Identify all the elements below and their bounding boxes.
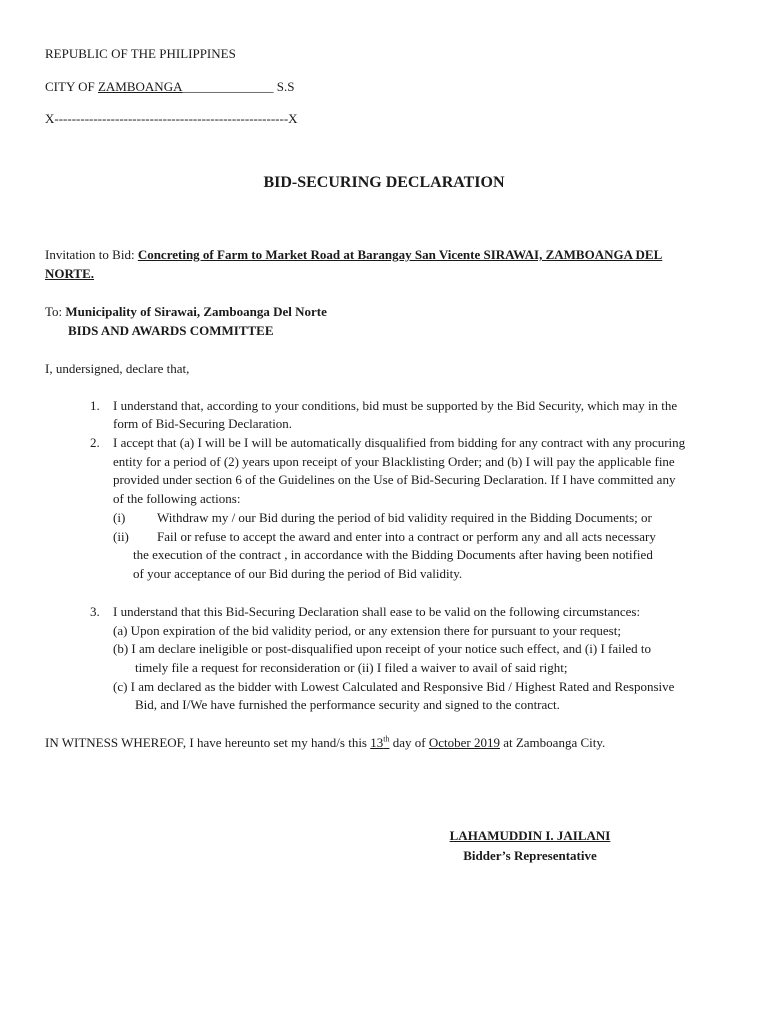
witness-day (370, 735, 389, 750)
witness-month-year: October 2019 (428, 735, 500, 750)
item-3-b-line1: (b) I am declare ineligible or post-disqualified upon receipt of your notice such effect, and (i) I failed to (113, 641, 651, 656)
sub-ii-line1: Fail or refuse to accept the award and enter into a contract or perform any and all acts necessary (157, 529, 656, 544)
item-1-line2: form of Bid-Securing Declaration. (113, 416, 293, 431)
item-1-number: 1. (90, 398, 100, 413)
item-1-line1: I understand that, according to your conditions, bid must be supported by the Bid Security, which may in the (113, 398, 678, 413)
to-label: To: (45, 304, 66, 319)
project-title-line2: NORTE. (45, 266, 95, 281)
addressee-line (45, 304, 327, 320)
city-name: ZAMBOANGA (97, 79, 183, 94)
witness-text3: at Zamboanga City. (499, 735, 606, 750)
item-3-b-line2: timely file a request for reconsideration or (ii) I filed a waiver to avail of said right; (135, 660, 568, 675)
sub-ii-line2: the execution of the contract , in accordance with the Bidding Documents after having been notified (133, 547, 653, 562)
witness-day-suffix: th (383, 734, 390, 744)
intro-text: I, undersigned, declare that, (45, 361, 190, 376)
committee-name: BIDS AND AWARDS COMMITTEE (68, 323, 274, 338)
city-label: CITY OF (45, 79, 98, 94)
item-2-number: 2. (90, 435, 100, 450)
separator-line: X------------------------------------------------------X (45, 111, 298, 126)
witness-text2: day of (389, 735, 429, 750)
document-title: BID-SECURING DECLARATION (263, 174, 505, 191)
addressee-name: Municipality of Sirawai, Zamboanga Del Norte (65, 304, 327, 319)
project-title-line1: Concreting of Farm to Market Road at Barangay San Vicente SIRAWAI, ZAMBOANGA DEL (137, 247, 663, 262)
witness-line (45, 735, 605, 751)
city-line (45, 79, 294, 95)
item-2-line4: of the following actions: (113, 491, 241, 506)
invitation-line (45, 247, 662, 263)
republic-heading: REPUBLIC OF THE PHILIPPINES (45, 46, 236, 61)
signatory-name: LAHAMUDDIN I. JAILANI (449, 828, 611, 843)
sub-ii-line3: of your acceptance of our Bid during the period of Bid validity. (133, 566, 463, 581)
item-3-line1: I understand that this Bid-Securing Declaration shall ease to be valid on the following circumstances: (113, 604, 641, 619)
item-3-a: (a) Upon expiration of the bid validity period, or any extension there for pursuant to your request; (113, 623, 621, 638)
witness-text1: IN WITNESS WHEREOF, I have hereunto set my hand/s this (45, 735, 371, 750)
sub-ii-number: (ii) (113, 529, 129, 544)
sub-i-text: Withdraw my / our Bid during the period of bid validity required in the Bidding Documents; or (157, 510, 652, 525)
item-3-c-line1: (c) I am declared as the bidder with Lowest Calculated and Responsive Bid / Highest Rated and Responsive (113, 679, 675, 694)
item-2-line1: I accept that (a) I will be I will be automatically disqualified from bidding for any contract with any procuring (113, 435, 686, 450)
item-2-line3: provided under section 6 of the Guidelines on the Use of Bid-Securing Declaration. If I have committed any (113, 472, 676, 487)
item-3-number: 3. (90, 604, 100, 619)
item-3-c-line2: Bid, and I/We have furnished the performance security and signed to the contract. (135, 697, 560, 712)
city-blank: ______________ (182, 79, 274, 94)
item-2-line2: entity for a period of (2) years upon receipt of your Blacklisting Order; and (b) I will pay the applicable fine (113, 454, 675, 469)
invitation-label: Invitation to Bid: (45, 247, 138, 262)
witness-day-number: 13 (370, 735, 384, 750)
ss-label: S.S (273, 79, 295, 94)
sub-i-number: (i) (113, 510, 126, 525)
signatory-role: Bidder’s Representative (463, 848, 597, 863)
